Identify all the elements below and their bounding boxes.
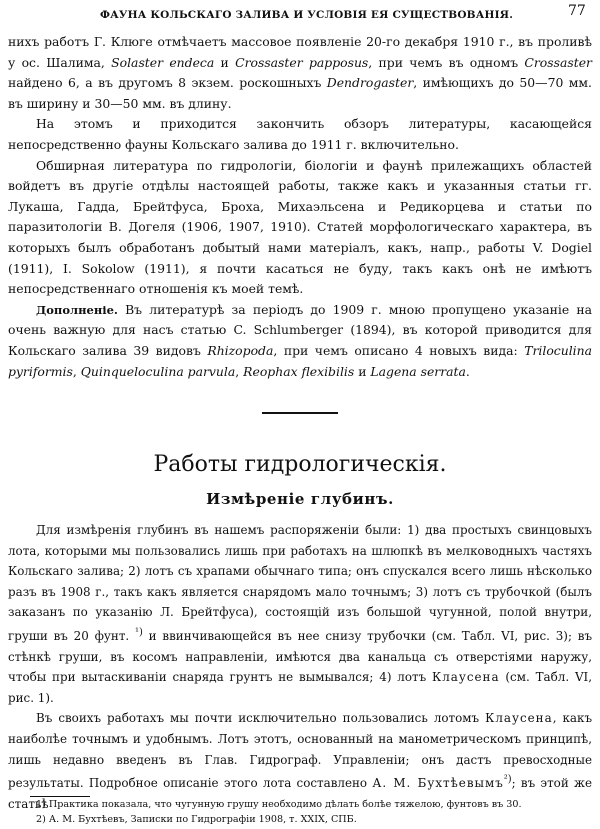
literature-review-block	[8, 32, 592, 382]
running-title: ФАУНА КОЛЬСКАГО ЗАЛИВА И УСЛОВІЯ ЕЯ СУЩЕСТВОВАНІЯ.	[100, 9, 514, 21]
paragraph-instruments: Для измѣренія глубинъ въ нашемъ распоряженіи были: 1) два простыхъ свинцовыхъ лота, которыми мы пользовались лишь при работахъ на шлюпкѣ въ мелководныхъ частяхъ Кольскаго залива; 2) лотъ съ храпами обычнаго типа; онъ спускался всего лишь нѣсколько разъ въ 1908 г., такъ какъ является снарядомъ мало точнымъ; 3) лотъ съ трубочкой (былъ заказанъ по указанію Л. Брейтфуса), состоящій изъ большой чугунной, полой внутри, груши въ 20 фунт. $^{^1)}$ и ввинчивающейся въ нее снизу трубочки (см. Табл. VI, рис. 3); въ стѣнкѣ груши, въ косомъ направленіи, имѣются два канальца съ отверстіями наружу, чтобы при вытаскиваніи снаряда грунтъ не вымывался; 4) лотъ Клаусена (см. Табл. VI, рис. 1).	[8, 523, 593, 705]
species-name: Crossaster papposus	[235, 54, 369, 70]
section-divider	[262, 412, 338, 414]
species-name: Solaster endeca	[111, 54, 215, 70]
taxon-name: Rhizopoda	[207, 342, 274, 358]
footnotes	[36, 797, 592, 827]
species-name: Triloculina pyriformis	[8, 342, 592, 379]
paragraph-other-literature: Обширная литература по гидрологіи, біологіи и фаунѣ прилежащихъ областей войдетъ въ другіе отдѣлы настоящей работы, также какъ и указанныя статьи гг. Лукаша, Гадда, Брейтфуса, Броха, Михаэльсена и Редикорцева и статьи по паразитологіи В. Догеля (1906, 1907, 1910). Статей морфологическаго характера, въ которыхъ былъ обработанъ добытый нами матеріалъ, какъ, напр., работы V. Dogiel (1911), I. Sokolow (1911), я почти касаться не буду, такъ какъ онѣ не имѣютъ непосредственнаго отношенія къ моей темѣ.	[8, 157, 592, 297]
species-name: Quinqueloculina parvula	[80, 363, 236, 379]
person-name: Клаусена	[485, 711, 553, 726]
subsection-title: Измѣреніе глубинъ.	[206, 490, 394, 508]
species-name: Dendrogaster	[326, 75, 414, 91]
paragraph-klausen-lot: Въ своихъ работахъ мы почти исключительно пользовались лотомъ Клаусена, какъ наиболѣе точнымъ и удобнымъ. Лотъ этотъ, основанный на манометрическомъ принципѣ, лишь недавно введенъ въ Глав. Гидрограф. Управленіи; онъ дастъ превосходные результаты. Подробное описаніе этого лота составлено А. М. Бухтѣевымъ$^{^2)}$; въ этой же статьѣ	[8, 711, 593, 811]
footnote-1: 1) Практика показала, что чугунную грушу необходимо дѣлать болѣе тяжелою, фунтовъ въ 30.	[36, 799, 522, 810]
section-title: Работы гидрологическія.	[153, 452, 447, 477]
species-name: Reophax flexibilis	[243, 363, 355, 379]
page-number: 77	[568, 3, 586, 19]
species-name: Lagena serrata	[370, 363, 466, 379]
depth-measurement-block	[8, 520, 592, 814]
person-name: Клаусена	[432, 670, 500, 685]
paragraph-conclusion: На этомъ и приходится закончить обзоръ литературы, касающейся непосредственно фауны Кольскаго залива до 1911 г. включительно.	[8, 116, 592, 152]
footnote-2: 2) А. М. Бухтѣевъ, Записки по Гидрографіи 1908, т. XXIX, СПБ.	[36, 814, 357, 825]
author-name: А. М. Бухтѣевымъ	[372, 776, 504, 791]
footnote-ref: ²)	[503, 774, 512, 786]
paragraph-addendum: Дополненіе. Въ литературѣ за періодъ до 1909 г. мною пропущено указаніе на очень важную для насъ статью C. Schlumberger (1894), въ которой приводится для Кольскаго залива 39 видовъ Rhizopoda, при чемъ описано 4 новыхъ вида: Triloculina pyriformis, Quinqueloculina parvula, Reophax flexibilis и Lagena serrata.	[8, 301, 592, 379]
paragraph-kluge: ниxъ работъ Г. Клюге отмѣчаетъ массовое появленіе 20-го декабря 1910 г., въ проливѣ у ос. Шалима, Solaster endeca и Crossaster papposus, при чемъ въ одномъ Crossaster найдено 6, а въ другомъ 8 экзем. роскошныхъ Dendrogaster, имѣющихъ до 50—70 мм. въ ширину и 30—50 мм. въ длину.	[8, 34, 592, 111]
species-name: Crossaster	[524, 54, 592, 70]
addendum-label: Дополненіе.	[36, 302, 118, 317]
footnote-ref: ¹)	[135, 626, 143, 638]
